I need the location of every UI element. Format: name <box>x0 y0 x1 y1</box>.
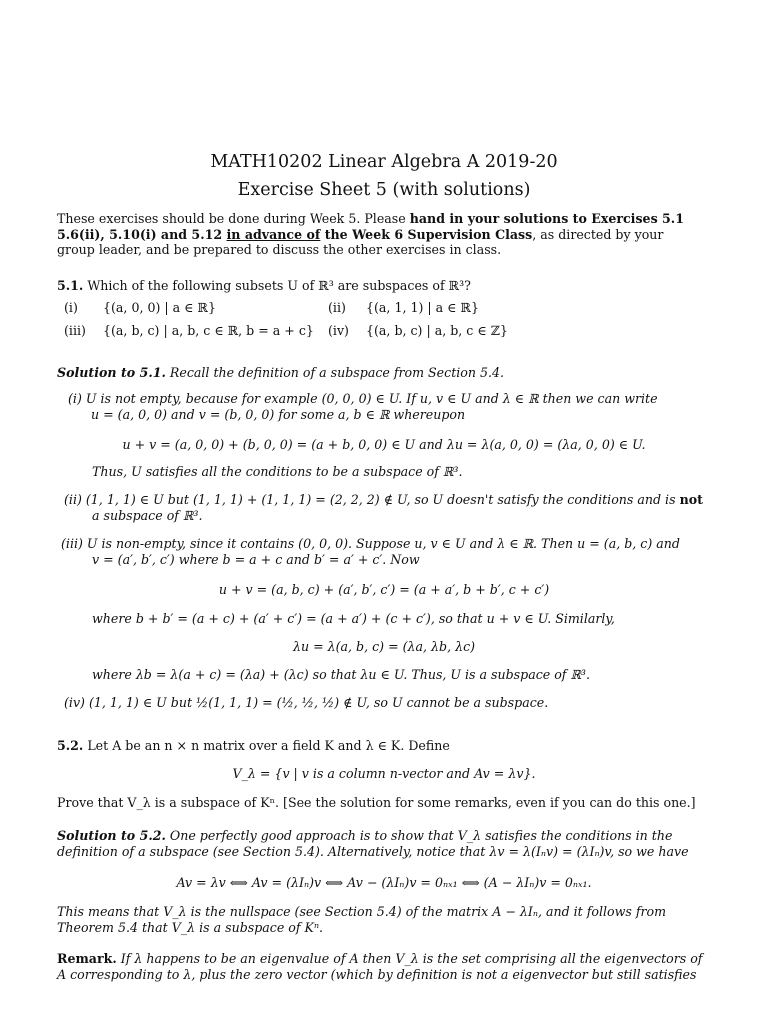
option-label: (iii) <box>64 323 86 338</box>
exercise-5-2 <box>57 738 712 754</box>
remark-text: A corresponding to λ, plus the zero vector (which by definition is not a eigenvector but still satisfies <box>57 966 697 982</box>
intro-bold: hand in your solutions to Exercises 5.1 <box>409 211 684 226</box>
solution-heading: Solution to 5.2. <box>57 828 166 843</box>
intro-text: , as directed by your <box>532 226 664 242</box>
option-label: (i) <box>64 300 78 315</box>
exercise-number: 5.1. <box>57 278 84 293</box>
solution-text: where λb = λ(a + c) = (λa) + (λc) so that λu ∈ U. Thus, U is a subspace of ℝ³. <box>92 667 590 682</box>
exercise-number: 5.2. <box>57 738 84 753</box>
solution-5-1-equation: u + v = (a, 0, 0) + (b, 0, 0) = (a + b, 0, 0) ∈ U and λu = λ(a, 0, 0) = (λa, 0, 0) ∈ U. <box>122 437 646 452</box>
solution-text: u = (a, 0, 0) and v = (b, 0, 0) for some a, b ∈ ℝ whereupon <box>91 406 466 422</box>
option-label: (ii) <box>328 300 346 315</box>
sheet-title: MATH10202 Linear Algebra A 2019-20 <box>210 152 558 172</box>
solution-5-1-heading <box>57 365 712 381</box>
exercise-5-2-equation: V_λ = {v | v is a column n-vector and Av = λv}. <box>232 766 536 781</box>
equation-scalar: λu = λ(a, b, c) = (λa, λb, λc) <box>292 639 476 654</box>
solution-5-1-part-i <box>68 391 708 422</box>
remark <box>57 951 712 982</box>
solution-text: Theorem 5.4 that V_λ is a subspace of Kⁿ. <box>57 919 324 935</box>
solution-text: definition of a subspace (see Section 5.4). Alternatively, notice that λv = λ(Iₙv) = (λIₙ)v, so we have <box>57 843 689 859</box>
intro-text: These exercises should be done during Week 5. Please <box>57 211 410 226</box>
option-label: (iv) <box>328 323 349 338</box>
solution-text: (iii) U is non-empty, since it contains (0, 0, 0). Suppose u, v ∈ U and λ ∈ ℝ. Then u = (a, b, c) and <box>61 536 680 551</box>
solution-emphasis: not <box>679 492 703 507</box>
equation-sum: u + v = (a, b, c) + (a′, b′, c′) = (a + a′, b + b′, c + c′) <box>218 582 550 597</box>
solution-text: (ii) (1, 1, 1) ∈ U but (1, 1, 1) + (1, 1, 1) = (2, 2, 2) ∉ U, so U doesn't satisfy the conditions and is <box>64 492 676 507</box>
solution-5-1-conclusion: Thus, U satisfies all the conditions to be a subspace of ℝ³. <box>92 464 463 479</box>
solution-text: v = (a′, b′, c′) where b = a + c and b′ = a′ + c′. Now <box>92 551 420 567</box>
sheet-subtitle: Exercise Sheet 5 (with solutions) <box>237 180 531 200</box>
option-set: {(a, b, c) | a, b, c ∈ ℤ} <box>366 323 508 338</box>
option-set: {(a, 1, 1) | a ∈ ℝ} <box>366 300 479 315</box>
solution-5-2-conclusion <box>57 904 712 935</box>
solution-5-1-part-iii <box>61 536 712 567</box>
exercise-5-2-prompt: Prove that V_λ is a subspace of Kⁿ. [See the solution for some remarks, even if you can do this one.] <box>57 795 696 810</box>
solution-5-1-part-iv: (iv) (1, 1, 1) ∈ U but ½(1, 1, 1) = (½, ½, ½) ∉ U, so U cannot be a subspace. <box>64 695 549 710</box>
intro-bold: the Week 6 Supervision Class <box>320 226 533 242</box>
solution-text: This means that V_λ is the nullspace (see Section 5.4) of the matrix A − λIₙ, and it follows from <box>57 904 667 919</box>
solution-text: where b + b′ = (a + c) + (a′ + c′) = (a + a′) + (c + c′), so that u + v ∈ U. Similarly, <box>92 611 615 626</box>
intro-underline: in advance of <box>226 226 321 242</box>
remark-text: If λ happens to be an eigenvalue of A then V_λ is the set comprising all the eigenvectors of <box>120 951 703 966</box>
solution-5-2-equation: Av = λv ⟺ Av = (λIₙ)v ⟺ Av − (λIₙ)v = 0ₙₓ₁ ⟺ (A − λIₙ)v = 0ₙₓ₁. <box>176 875 592 890</box>
option-set: {(a, b, c) | a, b, c ∈ ℝ, b = a + c} <box>103 323 314 338</box>
exercise-question: Which of the following subsets U of ℝ³ are subspaces of ℝ³? <box>87 278 471 293</box>
solution-text: Recall the definition of a subspace from Section 5.4. <box>169 365 505 380</box>
intro-bold: 5.6(ii), 5.10(i) and 5.12 <box>57 226 227 242</box>
solution-text: (i) U is not empty, because for example (0, 0, 0) ∈ U. If u, v ∈ U and λ ∈ ℝ then we can write <box>68 391 658 406</box>
option-set: {(a, 0, 0) | a ∈ ℝ} <box>103 300 216 315</box>
exercise-5-1-options <box>57 300 707 344</box>
remark-heading: Remark. <box>57 951 117 966</box>
exercise-5-1 <box>57 278 712 294</box>
solution-5-2 <box>57 828 712 859</box>
intro-paragraph <box>57 211 712 258</box>
solution-5-1-part-ii <box>64 492 712 523</box>
solution-heading: Solution to 5.1. <box>57 365 166 380</box>
intro-text: group leader, and be prepared to discuss the other exercises in class. <box>57 242 502 258</box>
solution-text: a subspace of ℝ³. <box>92 507 203 523</box>
exercise-question: Let A be an n × n matrix over a field K and λ ∈ K. Define <box>87 738 450 753</box>
solution-text: One perfectly good approach is to show that V_λ satisfies the conditions in the <box>169 828 673 843</box>
